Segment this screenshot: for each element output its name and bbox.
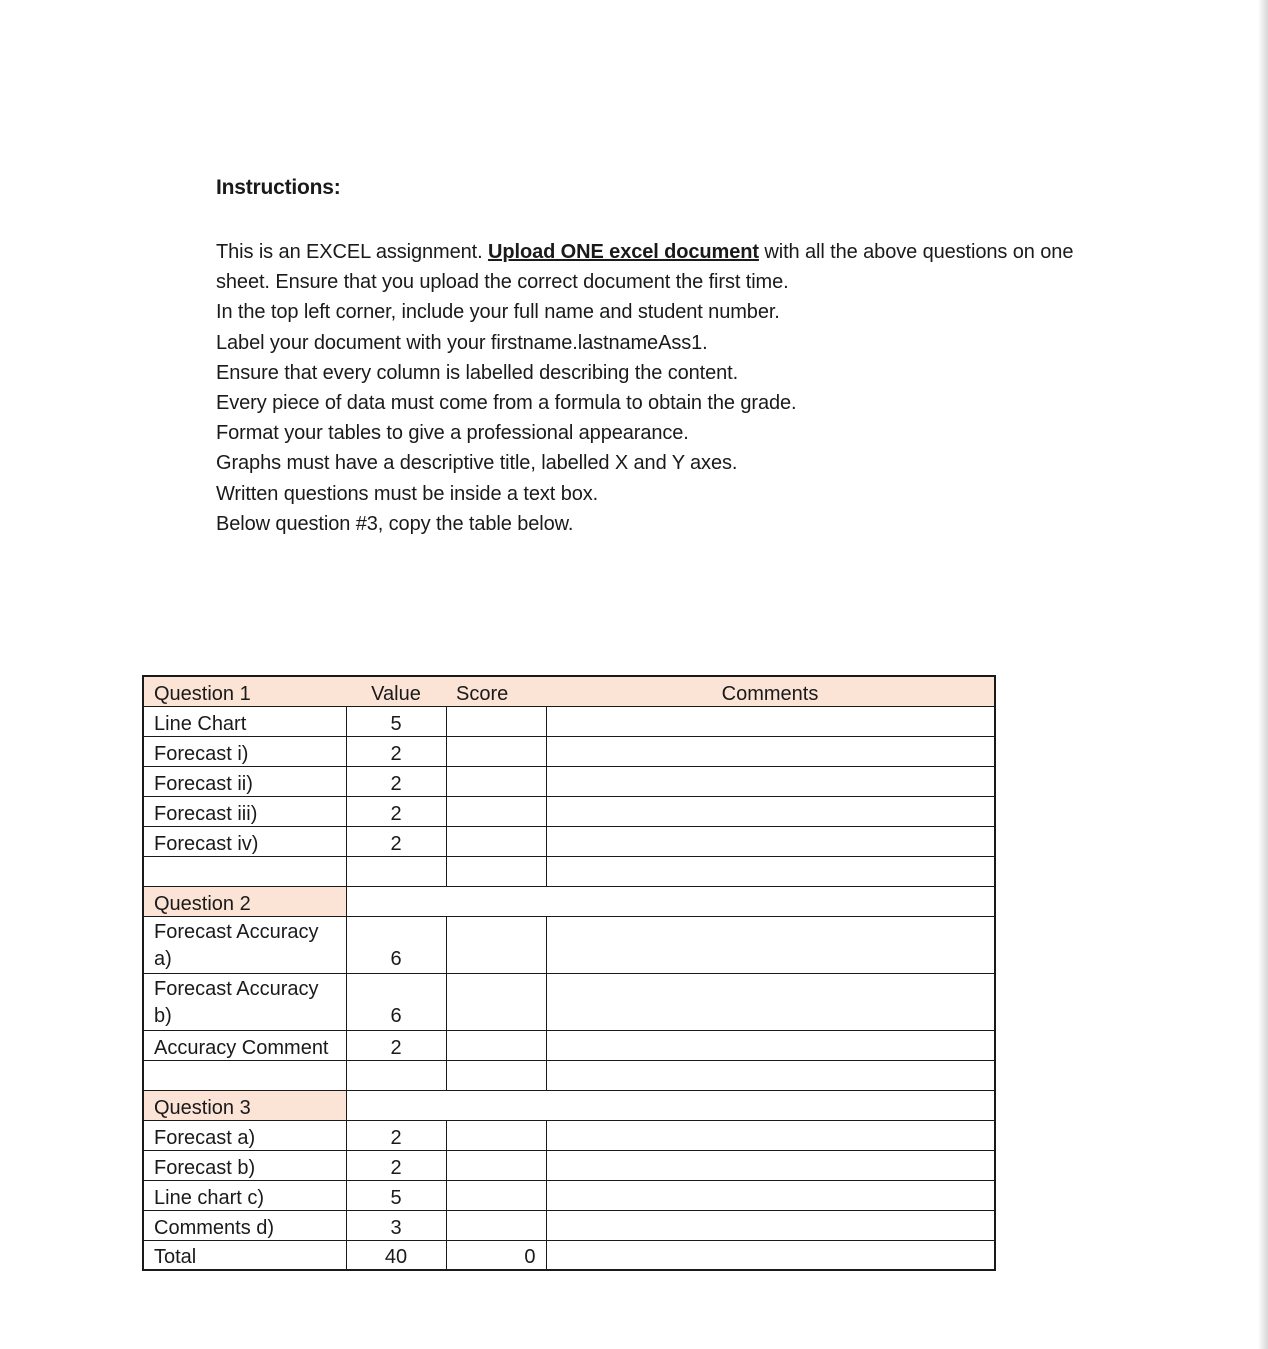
row-value: 6 bbox=[346, 916, 446, 973]
instruction-line: Label your document with your firstname.lastnameAss1. bbox=[216, 331, 708, 354]
table-row bbox=[143, 796, 995, 826]
row-comments bbox=[546, 1090, 995, 1120]
table-header-row bbox=[143, 676, 995, 706]
row-value: 2 bbox=[346, 1150, 446, 1180]
row-label: Forecast b) bbox=[143, 1150, 346, 1180]
instructions-paragraph bbox=[216, 237, 1126, 539]
table-row bbox=[143, 1150, 995, 1180]
row-label: Accuracy Comment bbox=[143, 1030, 346, 1060]
instruction-line-2: sheet. Ensure that you upload the correct document the first time. bbox=[216, 271, 789, 294]
header-comments: Comments bbox=[546, 676, 995, 706]
table-spacer-row bbox=[143, 856, 995, 886]
instruction-line: Every piece of data must come from a formula to obtain the grade. bbox=[216, 392, 797, 415]
row-score bbox=[446, 1180, 546, 1210]
row-value: 5 bbox=[346, 1180, 446, 1210]
row-value: 2 bbox=[346, 826, 446, 856]
table-row bbox=[143, 1210, 995, 1240]
intro-text: This is an EXCEL assignment. bbox=[216, 241, 489, 263]
spacer-cell bbox=[546, 1060, 995, 1090]
table-spacer-row bbox=[143, 1060, 995, 1090]
table-row bbox=[143, 916, 995, 973]
row-value: 2 bbox=[346, 1120, 446, 1150]
table-row bbox=[143, 826, 995, 856]
row-score bbox=[446, 706, 546, 736]
row-score bbox=[446, 766, 546, 796]
section-row-question-3 bbox=[143, 1090, 995, 1120]
section-label-question-2: Question 2 bbox=[143, 886, 346, 916]
row-label: Line chart c) bbox=[143, 1180, 346, 1210]
row-label: Line Chart bbox=[143, 706, 346, 736]
total-value: 40 bbox=[346, 1240, 446, 1270]
row-label: Forecast iii) bbox=[143, 796, 346, 826]
row-comments bbox=[546, 796, 995, 826]
row-score bbox=[446, 1150, 546, 1180]
row-score bbox=[446, 1090, 546, 1120]
row-score bbox=[446, 886, 546, 916]
row-value: 5 bbox=[346, 706, 446, 736]
row-comments bbox=[546, 736, 995, 766]
row-score bbox=[446, 1030, 546, 1060]
row-comments bbox=[546, 1150, 995, 1180]
row-value bbox=[346, 886, 446, 916]
instruction-line-1 bbox=[216, 237, 1126, 267]
row-value: 6 bbox=[346, 973, 446, 1030]
row-score bbox=[446, 973, 546, 1030]
row-comments bbox=[546, 1210, 995, 1240]
total-score: 0 bbox=[446, 1240, 546, 1270]
instructions-heading: Instructions: bbox=[216, 176, 341, 199]
spacer-cell bbox=[546, 856, 995, 886]
header-question-1: Question 1 bbox=[143, 676, 346, 706]
row-score bbox=[446, 796, 546, 826]
row-label: Forecast ii) bbox=[143, 766, 346, 796]
row-value: 2 bbox=[346, 736, 446, 766]
table-row bbox=[143, 766, 995, 796]
table-row bbox=[143, 973, 995, 1030]
spacer-cell bbox=[143, 856, 346, 886]
grading-table bbox=[142, 675, 996, 1271]
table-row bbox=[143, 1180, 995, 1210]
instruction-line: Ensure that every column is labelled describing the content. bbox=[216, 361, 739, 384]
row-value: 2 bbox=[346, 1030, 446, 1060]
row-comments bbox=[546, 916, 995, 973]
row-label: Forecast i) bbox=[143, 736, 346, 766]
row-score bbox=[446, 1120, 546, 1150]
total-label: Total bbox=[143, 1240, 346, 1270]
row-comments bbox=[546, 973, 995, 1030]
row-comments bbox=[546, 766, 995, 796]
table-row bbox=[143, 1120, 995, 1150]
table-row bbox=[143, 736, 995, 766]
row-comments bbox=[546, 1030, 995, 1060]
section-label-question-3: Question 3 bbox=[143, 1090, 346, 1120]
row-label: Forecast Accuracy a) bbox=[143, 916, 346, 973]
row-score bbox=[446, 1210, 546, 1240]
instruction-line: Below question #3, copy the table below. bbox=[216, 512, 574, 535]
row-value bbox=[346, 1090, 446, 1120]
spacer-cell bbox=[346, 856, 446, 886]
row-score bbox=[446, 736, 546, 766]
table-row bbox=[143, 706, 995, 736]
instruction-line: Written questions must be inside a text box. bbox=[216, 482, 599, 505]
row-comments bbox=[546, 826, 995, 856]
row-score bbox=[446, 826, 546, 856]
header-value: Value bbox=[346, 676, 446, 706]
header-score: Score bbox=[446, 676, 546, 706]
row-value: 3 bbox=[346, 1210, 446, 1240]
total-comments bbox=[546, 1240, 995, 1270]
table-row bbox=[143, 1030, 995, 1060]
instruction-line: Format your tables to give a professional appearance. bbox=[216, 422, 689, 445]
row-comments bbox=[546, 1120, 995, 1150]
row-label: Comments d) bbox=[143, 1210, 346, 1240]
instruction-line: Graphs must have a descriptive title, labelled X and Y axes. bbox=[216, 452, 738, 475]
row-comments bbox=[546, 706, 995, 736]
instruction-line: In the top left corner, include your full name and student number. bbox=[216, 301, 780, 324]
spacer-cell bbox=[346, 1060, 446, 1090]
row-label: Forecast iv) bbox=[143, 826, 346, 856]
row-comments bbox=[546, 886, 995, 916]
spacer-cell bbox=[446, 1060, 546, 1090]
row-value: 2 bbox=[346, 796, 446, 826]
intro-after-text: with all the above questions on one bbox=[758, 241, 1074, 263]
page-edge-shadow bbox=[1258, 0, 1268, 1349]
row-label: Forecast a) bbox=[143, 1120, 346, 1150]
row-score bbox=[446, 916, 546, 973]
spacer-cell bbox=[446, 856, 546, 886]
upload-one-document-emphasis: Upload ONE excel document bbox=[488, 241, 759, 263]
row-label: Forecast Accuracy b) bbox=[143, 973, 346, 1030]
row-comments bbox=[546, 1180, 995, 1210]
total-row bbox=[143, 1240, 995, 1270]
spacer-cell bbox=[143, 1060, 346, 1090]
row-value: 2 bbox=[346, 766, 446, 796]
section-row-question-2 bbox=[143, 886, 995, 916]
